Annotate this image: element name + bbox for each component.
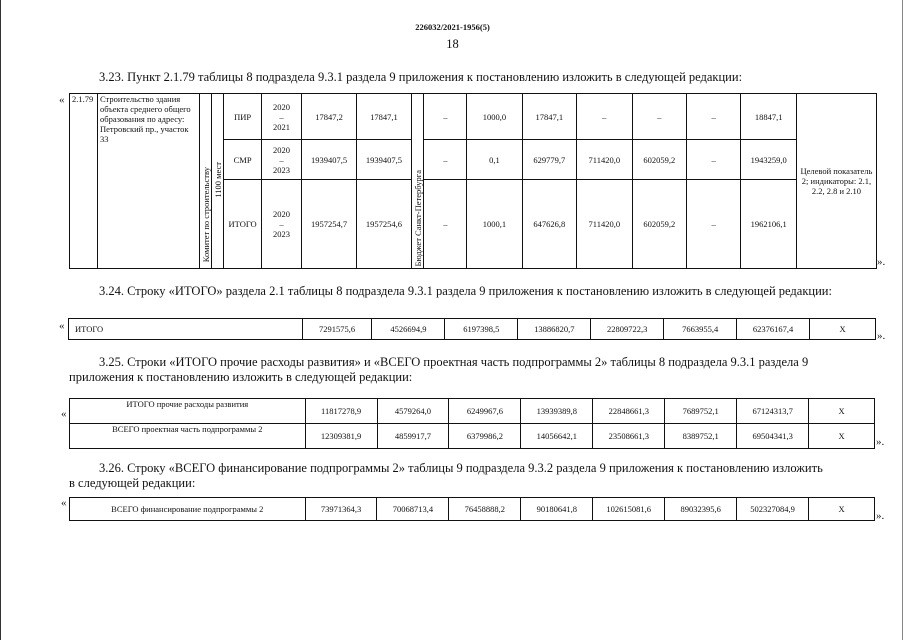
value-cell: 7689752,1 [665, 399, 737, 424]
item-code: 2.1.79 [70, 94, 98, 269]
value-cell: 1957254,6 [357, 180, 411, 269]
section-3-24-text: 3.24. Строку «ИТОГО» раздела 2.1 таблицы 8 подраздела 9.3.1 раздела 9 приложения к постановлению изложить в следующей редакции: [99, 284, 832, 298]
value-cell: 4579264,0 [377, 399, 449, 424]
years-cell: 2020 – 2023 [262, 140, 301, 180]
value-cell: 1943259,0 [741, 140, 796, 180]
section-3-26-line1: 3.26. Строку «ВСЕГО финансирование подпрограммы 2» таблицы 9 подраздела 9.3.2 раздела 9 приложения к постановлению изложить [99, 461, 823, 475]
table-row [70, 498, 875, 521]
value-cell: 6197398,5 [445, 319, 518, 340]
section-3-25-line2: приложения к постановлению изложить в следующей редакции: [69, 370, 413, 384]
value-cell: 11817278,9 [305, 399, 377, 424]
section-3-26-line2: в следующей редакции: [69, 476, 196, 490]
open-quote: « [59, 94, 65, 106]
stage-cell: СМР [223, 140, 261, 180]
value-cell: 629779,7 [522, 140, 576, 180]
table-3-26 [69, 497, 875, 521]
value-cell: 0,1 [467, 140, 522, 180]
value-cell: 13939389,8 [521, 399, 593, 424]
open-quote: « [61, 497, 67, 509]
value-cell: 1939407,5 [357, 140, 411, 180]
value-cell: 17847,1 [522, 94, 576, 140]
item-name: Строительство здания объекта среднего общего образования по адресу: Петровский пр., участок 33 [98, 94, 200, 269]
value-cell: – [686, 94, 740, 140]
value-cell: 23508661,3 [593, 424, 665, 449]
stage-cell: ИТОГО [223, 180, 261, 269]
budget-label: Бюджет Санкт-Петербурга [412, 169, 423, 266]
value-cell: 6249967,6 [449, 399, 521, 424]
table-row [70, 399, 875, 424]
close-quote: ». [876, 510, 885, 522]
close-quote: ». [877, 256, 886, 268]
value-cell: 12309381,9 [305, 424, 377, 449]
value-cell: 1962106,1 [741, 180, 796, 269]
value-cell: 7663955,4 [664, 319, 737, 340]
target-note: Целевой показатель 2; индикаторы: 2.1, 2.2, 2.8 и 2.10 [796, 94, 876, 269]
value-cell: 70068713,4 [377, 498, 449, 521]
value-cell: 67124313,7 [737, 399, 809, 424]
value-cell: Х [809, 399, 875, 424]
value-cell: 602059,2 [632, 180, 686, 269]
value-cell: 711420,0 [577, 140, 632, 180]
section-3-23-text: 3.23. Пункт 2.1.79 таблицы 8 подраздела 9.3.1 раздела 9 приложения к постановлению изложить в следующей редакции: [99, 70, 743, 84]
value-cell: 14056642,1 [521, 424, 593, 449]
value-cell: Х [810, 319, 876, 340]
value-cell: – [424, 94, 467, 140]
table-row [69, 319, 876, 340]
value-cell: 73971364,3 [305, 498, 377, 521]
section-3-25-line1: 3.25. Строки «ИТОГО прочие расходы развития» и «ВСЕГО проектная часть подпрограммы 2» таблицы 8 подраздела 9.3.1 раздела 9 [99, 355, 809, 369]
committee-label: Комитет по строительству [200, 166, 211, 262]
open-quote: « [59, 320, 65, 332]
capacity-label: 1100 мест [212, 162, 223, 198]
value-cell: 89032395,6 [665, 498, 737, 521]
value-cell: 13886820,7 [518, 319, 591, 340]
table-3-24 [68, 318, 876, 340]
value-cell: 4526694,9 [372, 319, 445, 340]
value-cell: 1957254,7 [301, 180, 356, 269]
value-cell: 1000,0 [467, 94, 522, 140]
table-row [70, 424, 875, 449]
value-cell: 17847,1 [357, 94, 411, 140]
stage-cell: ПИР [223, 94, 261, 140]
budget-cell [411, 94, 424, 269]
value-cell: 102615081,6 [593, 498, 665, 521]
value-cell: 711420,0 [577, 180, 632, 269]
value-cell: Х [809, 424, 875, 449]
value-cell: – [424, 140, 467, 180]
value-cell: 62376167,4 [737, 319, 810, 340]
document-number: 226032/2021-1956(5) [415, 22, 490, 32]
row-label: ИТОГО прочие расходы развития [70, 399, 306, 424]
value-cell: 1000,1 [467, 180, 522, 269]
row-label: ИТОГО [69, 319, 303, 340]
value-cell: – [632, 94, 686, 140]
value-cell: 647626,8 [522, 180, 576, 269]
value-cell: 90180641,8 [521, 498, 593, 521]
value-cell: – [686, 140, 740, 180]
close-quote: ». [877, 330, 886, 342]
value-cell: 17847,2 [301, 94, 356, 140]
years-cell: 2020 – 2023 [262, 180, 301, 269]
value-cell: 602059,2 [632, 140, 686, 180]
row-label: ВСЕГО финансирование подпрограммы 2 [70, 498, 306, 521]
scan-edge-left [0, 0, 1, 640]
close-quote: ». [876, 436, 885, 448]
value-cell: 18847,1 [741, 94, 796, 140]
value-cell: 22809722,3 [591, 319, 664, 340]
committee-cell [200, 94, 212, 269]
value-cell: 22848661,3 [593, 399, 665, 424]
value-cell: – [577, 94, 632, 140]
value-cell: 76458888,2 [449, 498, 521, 521]
value-cell: 8389752,1 [665, 424, 737, 449]
value-cell: – [424, 180, 467, 269]
page-number: 18 [446, 37, 459, 51]
scan-edge-right [902, 0, 903, 640]
table-3-25 [69, 398, 875, 449]
years-cell: 2020 – 2021 [262, 94, 301, 140]
value-cell: 7291575,6 [302, 319, 372, 340]
row-label: ВСЕГО проектная часть подпрограммы 2 [70, 424, 306, 449]
open-quote: « [61, 408, 67, 420]
table-3-23 [69, 93, 877, 269]
value-cell: 502327084,9 [737, 498, 809, 521]
table-row [70, 94, 877, 140]
value-cell: – [686, 180, 740, 269]
value-cell: Х [809, 498, 875, 521]
capacity-cell [212, 94, 224, 269]
value-cell: 1939407,5 [301, 140, 356, 180]
value-cell: 4859917,7 [377, 424, 449, 449]
value-cell: 6379986,2 [449, 424, 521, 449]
value-cell: 69504341,3 [737, 424, 809, 449]
